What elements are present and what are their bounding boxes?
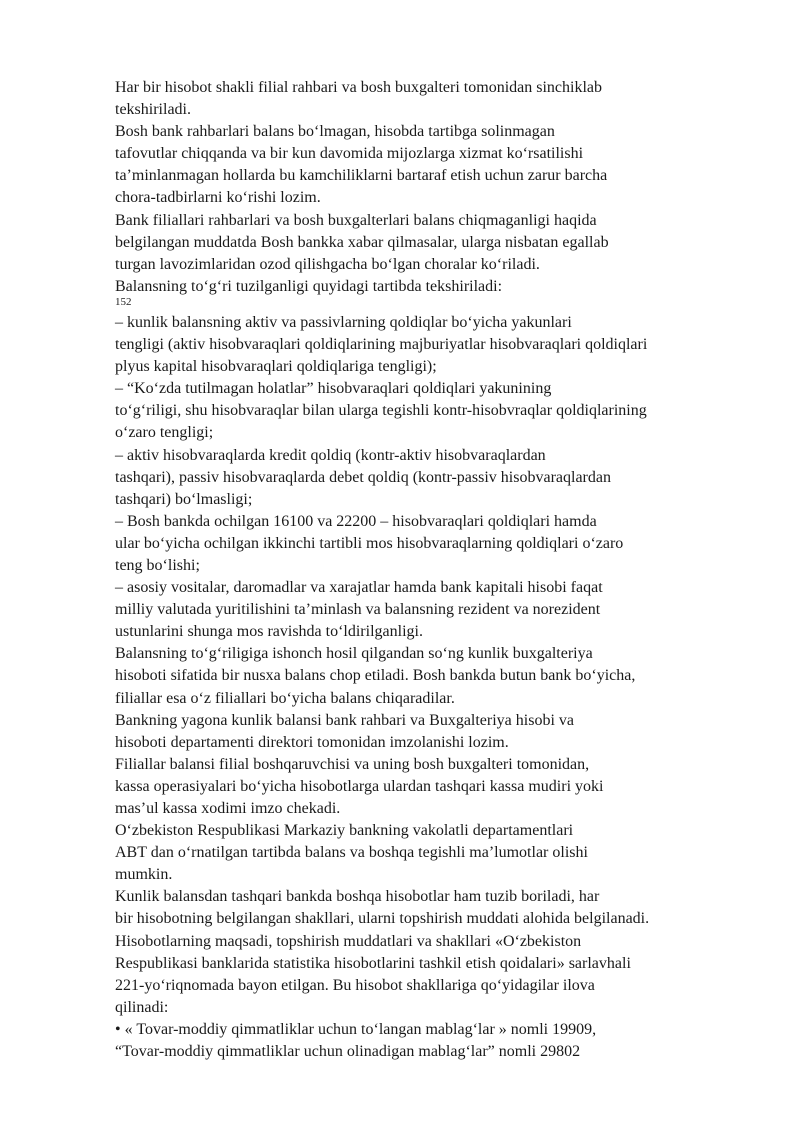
text-line: tengligi (aktiv hisobvaraqlari qoldiqlarining majburiyatlar hisobvaraqlari qoldiqlari xyxy=(115,336,648,354)
text-line: tashqari) bo‘lmasligi; xyxy=(115,490,253,508)
text-line: hisoboti sifatida bir nusxa balans chop etiladi. Bosh bankda butun bank bo‘yicha, xyxy=(115,667,636,685)
text-line: • « Tovar-moddiy qimmatliklar uchun to‘langan mablag‘lar » nomli 19909, xyxy=(115,1020,597,1038)
text-line: plyus kapital hisobvaraqlari qoldiqlariga tengligi); xyxy=(115,358,437,376)
text-line: – asosiy vositalar, daromadlar va xarajatlar hamda bank kapitali hisobi faqat xyxy=(115,579,603,597)
text-line: mas’ul kassa xodimi imzo chekadi. xyxy=(115,800,341,817)
text-line: teng bo‘lishi; xyxy=(115,556,200,574)
text-line: – kunlik balansning aktiv va passivlarning qoldiqlar bo‘yicha yakunlari xyxy=(115,313,572,331)
text-line: 221-yo‘riqnomada bayon etilgan. Bu hisobot shakllariga qo‘yidagilar ilova xyxy=(115,976,595,994)
text-line: Balansning to‘g‘riligiga ishonch hosil qilgandan so‘ng kunlik buxgalteriya xyxy=(115,645,593,663)
text-line: Hisobotlarning maqsadi, topshirish muddatlari va shakllari «O‘zbekiston xyxy=(115,932,582,950)
text-line: Bankning yagona kunlik balansi bank rahbari va Buxgalteriya hisobi va xyxy=(115,711,574,729)
text-line: o‘zaro tengligi; xyxy=(115,424,214,442)
text-line: Bank filiallari rahbarlari va bosh buxgalterlari balans chiqmaganligi haqida xyxy=(115,211,597,229)
text-line: Kunlik balansdan tashqari bankda boshqa hisobotlar ham tuzib boriladi, har xyxy=(115,888,600,906)
text-line: milliy valutada yuritilishini ta’minlash va balansning rezident va norezident xyxy=(115,601,601,619)
text-line: ular bo‘yicha ochilgan ikkinchi tartibli mos hisobvaraqlarning qoldiqlari o‘zaro xyxy=(115,534,624,552)
text-line: Respublikasi banklarida statistika hisobotlarini tashkil etish qoidalari» sarlavhali xyxy=(115,954,631,972)
text-line: Har bir hisobot shakli filial rahbari va bosh buxgalteri tomonidan sinchiklab xyxy=(115,79,603,96)
text-line: turgan lavozimlaridan ozod qilishgacha bo‘lgan choralar ko‘riladi. xyxy=(115,255,540,273)
text-line: to‘g‘riligi, shu hisobvaraqlar bilan ularga tegishli kontr-hisobvraqlar qoldiqlarining xyxy=(115,402,647,420)
page-number: 152 xyxy=(115,295,132,308)
text-line: O‘zbekiston Respublikasi Markaziy bankning vakolatli departamentlari xyxy=(115,822,574,840)
text-line: kassa operasiyalari bo‘yicha hisobotlarga ulardan tashqari kassa mudiri yoki xyxy=(115,777,604,795)
text-line: Filiallar balansi filial boshqaruvchisi va uning bosh buxgalteri tomonidan, xyxy=(115,755,590,773)
text-line: “Tovar-moddiy qimmatliklar uchun olinadigan mablag‘lar” nomli 29802 xyxy=(115,1043,581,1061)
text-block-upper xyxy=(115,77,755,298)
text-line: tafovutlar chiqqanda va bir kun davomida mijozlarga xizmat ko‘rsatilishi xyxy=(115,145,584,163)
text-line: qilinadi: xyxy=(115,998,169,1016)
document-page xyxy=(115,77,755,1063)
text-line: ta’minlanmagan hollarda bu kamchiliklarni bartaraf etish uchun zarur barcha xyxy=(115,167,608,185)
text-line: ABT dan o‘rnatilgan tartibda balans va boshqa tegishli ma’lumotlar olishi xyxy=(115,844,588,862)
text-line: – “Ko‘zda tutilmagan holatlar” hisobvaraqlari qoldiqlari yakunining xyxy=(115,380,552,398)
text-line: hisoboti departamenti direktori tomonidan imzolanishi lozim. xyxy=(115,733,509,751)
text-line: filiallar esa o‘z filiallari bo‘yicha balans chiqaradilar. xyxy=(115,689,455,707)
text-line: tashqari), passiv hisobvaraqlarda debet qoldiq (kontr-passiv hisobvaraqlardan xyxy=(115,468,611,486)
text-line: chora-tadbirlarni ko‘rishi lozim. xyxy=(115,189,321,207)
text-line: bir hisobotning belgilangan shakllari, ularni topshirish muddati alohida belgilanadi. xyxy=(115,910,650,928)
text-line: – Bosh bankda ochilgan 16100 va 22200 – hisobvaraqlari qoldiqlari hamda xyxy=(115,512,597,530)
text-line: – aktiv hisobvaraqlarda kredit qoldiq (kontr-aktiv hisobvaraqlardan xyxy=(115,446,546,464)
text-line: tekshiriladi. xyxy=(115,101,191,119)
text-line: ustunlarini shunga mos ravishda to‘ldirilganligi. xyxy=(115,623,423,641)
text-line: belgilangan muddatda Bosh bankka xabar qilmasalar, ularga nisbatan egallab xyxy=(115,233,609,251)
text-line: Balansning to‘g‘ri tuzilganligi quyidagi tartibda tekshiriladi: xyxy=(115,277,503,295)
text-block-lower xyxy=(115,312,755,1063)
text-line: mumkin. xyxy=(115,866,173,884)
text-line: Bosh bank rahbarlari balans bo‘lmagan, hisobda tartibga solinmagan xyxy=(115,123,555,141)
